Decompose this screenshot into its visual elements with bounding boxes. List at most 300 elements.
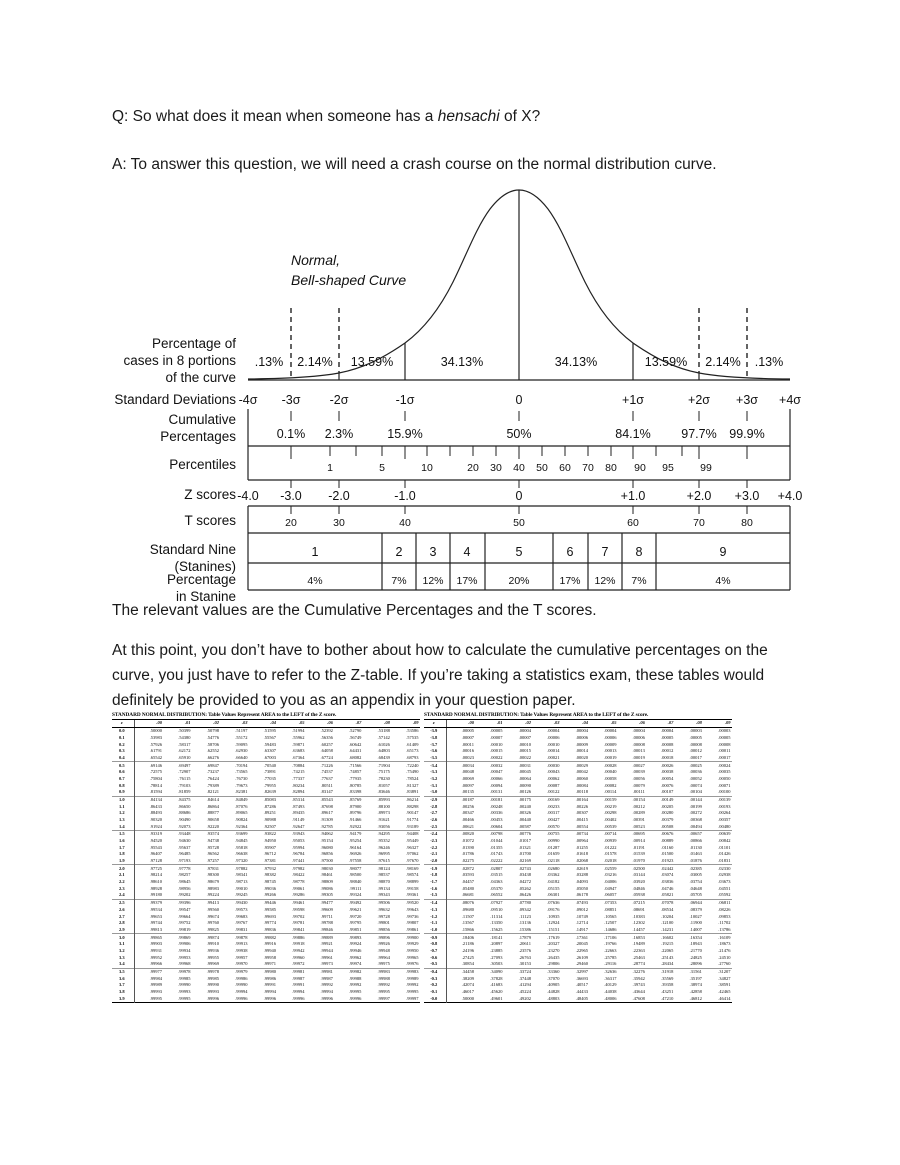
z-table-cell: .00111: [632, 789, 645, 795]
z-table-cell: .99702: [292, 913, 305, 919]
table-row: [424, 789, 732, 796]
portion-pct-2: 2.14%: [297, 355, 333, 369]
z-table-cell: .32636: [604, 968, 617, 974]
z-table-cell: .01160: [661, 844, 674, 850]
z-table-cell: .99900: [406, 934, 419, 940]
z-table-cell: .28774: [632, 961, 645, 967]
z-table-cell: .87698: [320, 803, 333, 809]
z-table-cell: .94630: [178, 838, 191, 844]
z-table-cell: .96562: [206, 851, 219, 857]
z-table-row-label: -2.7: [424, 810, 446, 817]
table-header-row: [424, 720, 732, 727]
table-row: [424, 995, 732, 1002]
z-table-cell: .61791: [149, 748, 163, 754]
z-table-cell: .02018: [604, 858, 617, 864]
z-table-cell: .55962: [292, 735, 305, 741]
z-table-row-label: -3.4: [424, 762, 446, 769]
z-table-cell: .99643: [406, 906, 419, 912]
z-table-cell: .99202: [178, 892, 191, 898]
z-table-cell: .04947: [604, 885, 617, 891]
z-table-cell: .93189: [406, 823, 419, 829]
z-table-cell: .28434: [661, 961, 674, 967]
z-table-cell: .07927: [490, 900, 503, 906]
percentile-80: 80: [605, 462, 617, 474]
z-table-cell: .35942: [632, 975, 645, 981]
z-table-cell: .89973: [377, 810, 390, 816]
z-table-cell: .99224: [206, 892, 219, 898]
z-table-cell: .76115: [178, 776, 191, 782]
z-table-cell: .25785: [604, 954, 617, 960]
percentile-10: 10: [421, 462, 433, 474]
z-table-cell: .99245: [235, 892, 248, 898]
z-table-cell: .00131: [490, 789, 503, 795]
z-table-cell: .99813: [149, 926, 163, 932]
table-row: [112, 776, 420, 783]
z-table-cell: .34827: [718, 975, 731, 981]
z-table-cell: .99929: [406, 941, 419, 947]
z-table-col-header: .06: [306, 720, 334, 727]
z-table-cell: .98382: [263, 872, 276, 878]
z-table-cell: .76730: [235, 776, 248, 782]
z-table-cell: .04272: [518, 879, 531, 885]
z-table-negative-body: [424, 728, 732, 1003]
z-table-cell: .99986: [263, 975, 276, 981]
z-table-cell: .20611: [518, 941, 531, 947]
z-table-cell: .04551: [718, 885, 731, 891]
z-table-cell: .00379: [661, 817, 674, 823]
z-table-cell: .00248: [490, 803, 503, 809]
z-table-cell: .01072: [461, 838, 475, 844]
z-table-cell: .02938: [718, 872, 731, 878]
z-table-cell: .02275: [461, 858, 475, 864]
z-table-cell: .00798: [490, 831, 503, 837]
z-table-col-header: .03: [220, 720, 248, 727]
z-table-cell: .99978: [206, 968, 219, 974]
stanine-pct-7: 12%: [594, 575, 616, 587]
label-cumulative-2: Percentages: [160, 429, 236, 444]
z-table-cell: .28096: [689, 961, 702, 967]
z-table-cell: .00508: [661, 823, 674, 829]
table-row: [424, 899, 732, 906]
z-table-cell: .99931: [149, 947, 163, 953]
z-table-cell: .46812: [689, 995, 702, 1001]
z-table-cell: .99632: [377, 906, 390, 912]
z-table-cell: .98610: [149, 879, 163, 885]
stanine-2: 2: [395, 545, 403, 559]
z-table-cell: .99990: [206, 982, 219, 988]
z-table-cell: .03144: [632, 872, 645, 878]
z-table-cell: .42858: [689, 988, 702, 994]
z-table-cell: .53188: [377, 728, 390, 734]
table-row: [424, 776, 732, 783]
sd-tick-2: +2σ: [688, 393, 710, 407]
table-row: [112, 803, 420, 810]
z-table-cell: .99983: [377, 968, 390, 974]
z-table-cell: .99744: [149, 920, 163, 926]
z-table-cell: .06944: [689, 900, 702, 906]
z-table-cell: .11702: [718, 920, 731, 926]
z-table-cell: .00030: [547, 762, 560, 768]
z-table-cell: .02872: [461, 865, 475, 871]
z-table-cell: .00126: [518, 789, 531, 795]
z-table-cell: .79103: [178, 782, 191, 788]
z-table-cell: .99940: [263, 947, 276, 953]
z-table-cell: .00035: [718, 769, 731, 775]
z-table-cell: .92922: [349, 823, 362, 829]
z-table-cell: .01659: [547, 851, 560, 857]
z-table-cell: .00029: [575, 762, 588, 768]
z-table-cell: .93822: [263, 831, 276, 837]
z-table-cell: .43644: [632, 988, 645, 994]
z-table-cell: .97982: [292, 865, 305, 871]
z-table-row-label: -0.8: [424, 941, 446, 948]
z-table-cell: .99825: [206, 926, 219, 932]
z-table-cell: .82894: [292, 789, 305, 795]
z-table-cell: .36693: [575, 975, 588, 981]
z-table-row-label: -0.0: [424, 995, 446, 1002]
z-table-cell: .99971: [263, 961, 276, 967]
z-table-cell: .00097: [461, 782, 475, 788]
z-table-cell: .74537: [320, 769, 333, 775]
z-table-cell: .11123: [518, 913, 531, 919]
t-score-ticks: [291, 506, 747, 514]
z-table-cell: .37448: [518, 975, 531, 981]
z-table-col-header: .05: [277, 720, 305, 727]
z-table-cell: .83891: [406, 789, 419, 795]
z-table-cell: .81327: [406, 782, 419, 788]
z-table-cell: .99996: [349, 995, 362, 1001]
z-table-cell: .86433: [149, 803, 163, 809]
z-table-cell: .39743: [632, 982, 645, 988]
z-table-cell: .00090: [518, 782, 531, 788]
z-table-cell: .98870: [377, 879, 390, 885]
z-table-positive: [112, 720, 420, 1003]
z-table-cell: .00187: [461, 797, 475, 803]
table-row: [112, 762, 420, 769]
z-table-row-label: 3.1: [112, 941, 134, 948]
label-pct-stanine-2: in Stanine: [175, 589, 236, 604]
z-table-cell: .00040: [604, 769, 617, 775]
z-table-cell: .99981: [320, 968, 333, 974]
z-table-row-label: 2.9: [112, 927, 134, 934]
stanine-9: 9: [719, 545, 727, 559]
t-tick-50: 50: [513, 517, 525, 529]
z-table-cell: .94845: [235, 838, 248, 844]
z-table-cell: .99134: [377, 885, 390, 891]
z-table-cell: .85083: [263, 797, 276, 803]
percentile-5: 5: [379, 462, 385, 474]
table-row: [112, 831, 420, 838]
z-table-cell: .99969: [206, 961, 219, 967]
z-table-cell: .94179: [349, 831, 362, 837]
z-table-cell: .47608: [632, 995, 645, 1001]
z-table-cell: .65173: [406, 748, 419, 754]
table-row: [424, 762, 732, 769]
z-table-cell: .00415: [575, 817, 588, 823]
z-table-cell: .98956: [178, 885, 191, 891]
z-table-cell: .06552: [490, 892, 503, 898]
z-table-cell: .48803: [547, 995, 560, 1001]
z-table-cell: .54380: [178, 735, 191, 741]
z-table-row-label: -2.1: [424, 851, 446, 858]
z-table-cell: .00009: [575, 741, 588, 747]
z-table-cell: .25143: [661, 954, 674, 960]
z-table-cell: .99965: [406, 954, 419, 960]
z-table-cell: .99987: [292, 975, 305, 981]
z-table-cell: .00042: [575, 769, 588, 775]
z-table-cell: .97257: [206, 858, 219, 864]
sd-tick--4: -4σ: [238, 393, 258, 407]
z-table-cell: .00866: [689, 838, 702, 844]
z-table-cell: .18141: [490, 934, 503, 940]
z-table-cell: .99781: [292, 920, 305, 926]
z-table-cell: .78814: [149, 782, 163, 788]
z-table-cell: .00025: [689, 762, 702, 768]
z-table-row-label: -2.2: [424, 844, 446, 851]
z-table-cell: .57142: [377, 735, 390, 741]
z-table-cell: .00199: [689, 803, 702, 809]
z-table-cell: .20045: [575, 941, 588, 947]
z-table-cell: .00842: [718, 838, 731, 844]
z-table-cell: .99664: [178, 913, 191, 919]
z-table-cell: .71226: [320, 762, 333, 768]
z-table-cell: .97381: [263, 858, 276, 864]
z-table-cell: .66640: [235, 755, 248, 761]
z-table-cell: .85314: [292, 797, 305, 803]
z-table-cell: .27093: [490, 954, 503, 960]
z-table-cell: .80234: [292, 782, 305, 788]
z-table-row-label: 0.8: [112, 782, 134, 789]
label-percentage-cases-3: of the curve: [165, 370, 236, 385]
stanine-pct-5: 20%: [508, 575, 530, 587]
table-row: [112, 913, 420, 920]
cum-pct-1: 84.1%: [615, 427, 651, 441]
table-row: [112, 741, 420, 748]
z-table-cell: .99851: [349, 926, 362, 932]
z-table-cell: .93448: [178, 831, 191, 837]
z-table-cell: .00031: [518, 762, 531, 768]
z-table-cell: .87286: [263, 803, 276, 809]
z-table-cell: .03288: [575, 872, 588, 878]
z-table-row-label: -3.3: [424, 769, 446, 776]
question-paragraph: [112, 104, 812, 129]
z-table-cell: .01255: [575, 844, 588, 850]
z-table-cell: .30503: [490, 961, 503, 967]
z-table-cell: .97670: [406, 858, 419, 864]
z-table-cell: .99996: [235, 995, 248, 1001]
cum-pct-0: 50%: [506, 427, 532, 441]
stanine-5: 5: [515, 545, 523, 559]
z-table-cell: .91774: [406, 817, 419, 823]
z-table-cell: .38974: [689, 982, 702, 988]
z-table-cell: .97500: [320, 858, 333, 864]
z-table-cell: .20327: [547, 941, 560, 947]
table-row: [112, 975, 420, 982]
z-table-cell: .21186: [461, 941, 475, 947]
z-table-cell: .00023: [461, 755, 475, 761]
z-table-cell: .30153: [518, 961, 531, 967]
table-row: [424, 954, 732, 961]
label-percentiles: Percentiles: [169, 457, 236, 472]
z-table-cell: .99752: [178, 920, 191, 926]
z-table-row-label: 3.4: [112, 961, 134, 968]
z-table-cell: .95449: [406, 838, 419, 844]
z-table-cell: .01876: [689, 858, 702, 864]
z-table-cell: .99992: [320, 982, 333, 988]
z-table-cell: .79955: [263, 782, 276, 788]
z-table-cell: .99992: [349, 982, 362, 988]
z-table-cell: .99926: [377, 941, 390, 947]
z-table-cell: .00052: [689, 776, 702, 782]
z-table-cell: .67364: [292, 755, 305, 761]
z-table-cell: .00427: [547, 817, 560, 823]
z-table-cell: .00050: [718, 776, 731, 782]
z-table-row-label: 3.8: [112, 989, 134, 996]
z-table-cell: .06057: [604, 892, 617, 898]
z-table-cell: .99981: [292, 968, 305, 974]
z-table-cell: .60257: [320, 741, 333, 747]
z-table-row-label: -1.3: [424, 906, 446, 913]
z-table-cell: .01222: [604, 844, 617, 850]
z-table-cell: .99986: [235, 975, 248, 981]
z-table-row-label: 3.3: [112, 954, 134, 961]
z-table-cell: .99950: [406, 947, 419, 953]
z-table-cell: .00005: [490, 728, 503, 734]
z-table-cell: .00621: [461, 823, 475, 829]
z-table-cell: .93699: [235, 831, 248, 837]
label-z-scores: Z scores: [184, 487, 236, 502]
z-table-cell: .99585: [263, 906, 276, 912]
table-row: [424, 728, 732, 735]
z-table-cell: .44433: [575, 988, 588, 994]
curve-caption-line1: Normal,: [291, 252, 341, 268]
z-table-row-label: 0.3: [112, 748, 134, 755]
z-table-cell: .99974: [349, 961, 362, 967]
z-table-cell: .00013: [632, 748, 645, 754]
z-table-cell: .98500: [349, 872, 362, 878]
z-table-cell: .00240: [518, 803, 531, 809]
z-table-cell: .99882: [263, 934, 276, 940]
z-table-cell: .86214: [406, 797, 419, 803]
z-table-cell: .05262: [518, 885, 531, 891]
z-table-cell: .43251: [661, 988, 674, 994]
stanine-8: 8: [635, 545, 643, 559]
z-table-cell: .00047: [490, 769, 503, 775]
z-table-cell: .54776: [206, 735, 219, 741]
z-table-row-label: -0.9: [424, 934, 446, 941]
z-table-cell: .00004: [604, 728, 617, 734]
z-table-cell: .16853: [632, 934, 645, 940]
z-table-cell: .00004: [632, 728, 645, 734]
z-table-cell: .00695: [632, 831, 645, 837]
z-table-cell: .45620: [490, 988, 503, 994]
z-table-row-label: 2.6: [112, 906, 134, 913]
z-table-cell: .99988: [349, 975, 362, 981]
z-table-cell: .31561: [689, 968, 702, 974]
z-table-cell: .84134: [149, 797, 163, 803]
z-table-cell: .00357: [718, 817, 731, 823]
z-table-cell: .99996: [292, 995, 305, 1001]
sd-tick--2: -2σ: [329, 393, 349, 407]
z-table-cell: .62552: [206, 748, 219, 754]
z-table-cell: .00639: [718, 831, 731, 837]
z-table-cell: .93319: [149, 831, 163, 837]
z-table-cell: .99446: [263, 900, 276, 906]
z-table-cell: .33360: [547, 968, 560, 974]
z-table-cell: .06178: [575, 892, 588, 898]
z-table-cell: .99111: [349, 885, 362, 891]
z-table-cell: .03216: [604, 872, 617, 878]
t-tick-80: 80: [741, 517, 753, 529]
z-table-cell: .00011: [461, 741, 475, 747]
z-table-cell: .99996: [206, 995, 219, 1001]
z-table-cell: .00554: [575, 823, 588, 829]
z-table-cell: .99991: [263, 982, 276, 988]
z-table-cell: .82381: [235, 789, 248, 795]
portion-pct-8: .13%: [754, 355, 784, 369]
z-table-cell: .13350: [490, 920, 503, 926]
z-table-cell: .48006: [604, 995, 617, 1001]
z-table-cell: .32997: [575, 968, 588, 974]
z-table-cell: .50798: [206, 728, 219, 734]
z-table-cell: .12714: [575, 920, 588, 926]
z-table-cell: .99903: [149, 941, 163, 947]
z-table-row-label: -3.2: [424, 776, 446, 783]
z-table-row-label: -1.8: [424, 872, 446, 879]
z-table-cell: .93056: [377, 823, 390, 829]
z-table-cell: .00776: [518, 831, 531, 837]
z-table-cell: .92220: [206, 823, 219, 829]
z-table-cell: .01355: [490, 844, 503, 850]
z-table-cell: .65542: [149, 755, 163, 761]
z-table-cell: .99180: [149, 892, 163, 898]
z-table-cell: .00022: [518, 755, 531, 761]
z-table-cell: .14686: [604, 926, 617, 932]
z-table-cell: .74857: [349, 769, 362, 775]
z-table-cell: .49601: [490, 995, 503, 1001]
z-table-cell: .20897: [490, 941, 503, 947]
z-table-row-label: -0.7: [424, 948, 446, 955]
z-table-cell: .07353: [604, 900, 617, 906]
table-row: [424, 755, 732, 762]
z-table-cell: .98341: [235, 872, 248, 878]
z-table-row-label: -2.5: [424, 823, 446, 830]
table-row: [424, 748, 732, 755]
z-table-cell: .88686: [178, 810, 191, 816]
z-table-cell: .51595: [263, 728, 276, 734]
table-row: [424, 879, 732, 886]
label-percentage-cases-1: Percentage of: [151, 336, 236, 351]
z-table-cell: .99913: [235, 941, 248, 947]
z-table-cell: .58317: [178, 741, 191, 747]
z-table-cell: .99990: [178, 982, 191, 988]
z-table-cell: .00755: [547, 831, 560, 837]
z-table-cell: .05370: [490, 885, 503, 891]
z-tick-0: 0: [515, 489, 523, 503]
z-table-cell: .33724: [518, 968, 531, 974]
z-table-cell: .06811: [718, 900, 731, 906]
z-table-negative-title: STANDARD NORMAL DISTRIBUTION: Table Values Represent AREA to the LEFT of the Z score.: [424, 712, 732, 720]
z-table-cell: .98809: [320, 879, 333, 885]
z-table-cell: .00018: [661, 755, 674, 761]
label-standard-deviations: Standard Deviations: [114, 392, 236, 407]
z-table-cell: .92647: [292, 823, 305, 829]
z-table-cell: .99952: [149, 954, 163, 960]
z-table-cell: .99960: [292, 954, 305, 960]
cum-pct-2: 97.7%: [681, 427, 717, 441]
table-row: [112, 769, 420, 776]
z-table-row-label: 0.7: [112, 776, 134, 783]
